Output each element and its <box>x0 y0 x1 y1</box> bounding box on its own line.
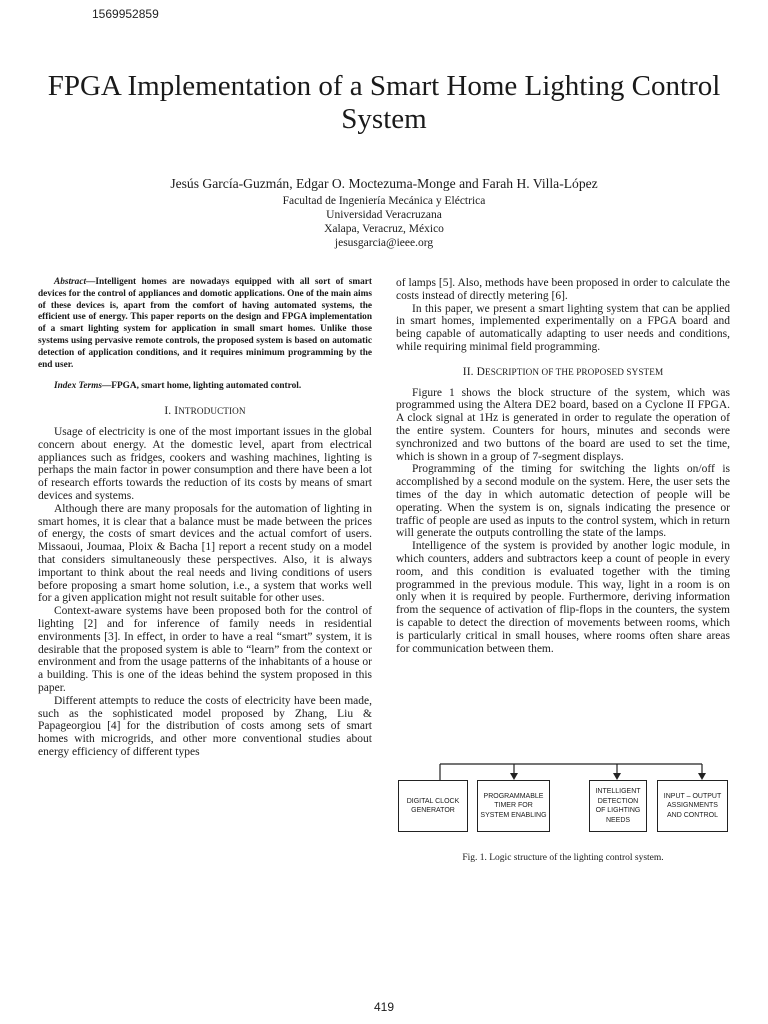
arrow-timer <box>510 773 518 780</box>
abstract-label: Abstract <box>54 277 87 287</box>
right-column <box>396 277 730 655</box>
arrow-io <box>698 773 706 780</box>
description-paragraph-1: Figure 1 shows the block structure of the system, which was programmed using the Altera DE2 board, based on a Cyclone II FPGA. A clock signal at 1Hz is generated in order to regulate the operation of the entire system. Counters for hours, minutes and seconds were synchronized and two buttons of the board are used to set the time, which is shown in a group of 7-segment displays. <box>396 386 730 463</box>
author-email: jesusgarcia@ieee.org <box>334 237 434 249</box>
description-paragraph-3: Intelligence of the system is provided by another logic module, in which counters, adders and subtractors keep a count of people in every room, and this condition is evaluated together with the timing programmed in the previous module. This way, light in a room is on only when it is required by people. Furthermore, deriving information from the sequence of activation of flip-flops in the counters, the system is capable to detect the direction of movements between rooms, which is particularly critical in small houses, where rooms often share areas for communication between them. <box>396 540 730 655</box>
block-io-assignments: INPUT – OUTPUT ASSIGNMENTS AND CONTROL <box>657 780 728 832</box>
block-programmable-timer: PROGRAMMABLE TIMER FOR SYSTEM ENABLING <box>477 780 550 832</box>
section-heading-description: II. DESCRIPTION OF THE PROPOSED SYSTEM <box>462 365 664 378</box>
intro-paragraph-1: Usage of electricity is one of the most important issues in the global concern about energy. At the domestic level, apart from electrical appliances such as fridges, cookers and washing machines, lighting is perhaps the main factor in power consumption and there have been a lot of research efforts towards the reduction of its costs by means of smart devices and systems. <box>38 425 372 502</box>
intro-paragraph-3: Context-aware systems have been proposed both for the control of lighting [2] and for inference of family needs in residential environments [3]. In effect, in order to have a real “smart” system, it is desirable that the proposed system is able to “learn” from the context or environment and from the usage patterns of the inhabitants of a house or a building. This is one of the ideas behind the system proposed in this paper. <box>38 605 372 694</box>
description-paragraph-2: Programming of the timing for switching the lights on/off is accomplished by a second module on the system. Here, the user sets the times of the day in which automatic detection of people will be operating. When the system is on, signals indicating the presence or traffic of people are used as inputs to the control system, which in return will generate the outputs controlling the state of the lamps. <box>396 463 730 540</box>
authors: Jesús García-Guzmán, Edgar O. Moctezuma-Monge and Farah H. Villa-López <box>170 176 598 191</box>
paper-title: FPGA Implementation of a Smart Home Lighting Control System <box>47 70 721 135</box>
affiliation-location: Xalapa, Veracruz, México <box>324 223 444 235</box>
index-terms-text: —FPGA, smart home, lighting automated control. <box>101 381 302 392</box>
figure-caption: Fig. 1. Logic structure of the lighting control system. <box>462 853 664 863</box>
left-column <box>38 277 372 759</box>
block-intelligent-detection: INTELLIGENT DETECTION OF LIGHTING NEEDS <box>589 780 647 832</box>
affiliation-university: Universidad Veracruzana <box>326 209 442 221</box>
intro-continuation: of lamps [5]. Also, methods have been proposed in order to calculate the costs instead of directly metering [6]. <box>396 277 730 302</box>
section-heading-introduction: I. INTRODUCTION <box>164 405 246 418</box>
affiliation-faculty: Facultad de Ingeniería Mecánica y Eléctrica <box>282 195 486 207</box>
abstract-text: —Intelligent homes are nowadays equipped with all sort of smart devices for the control of appliances and domotic applications. One of the main aims of these devices is, apart from the comfort of having automated systems, the efficient use of energy. This paper reports on the design and FPGA implementation of a smart lighting system for application in small smart homes. Unlike those systems using pervasive remote controls, the proposed system is based on automatic detection of application conditions, and it requires minimum programming by the end user. <box>38 277 372 370</box>
arrow-detection <box>613 773 621 780</box>
abstract <box>38 277 372 371</box>
intro-paragraph-2: Although there are many proposals for the automation of lighting in smart homes, it is clear that a balance must be made between the prices of energy, the costs of smart devices and the actual comfort of users. Missaoui, Joumaa, Ploix & Bacha [1] report a recent study on a model that considers simultaneously these perspectives. Also, it is always important to think about the real needs and living conditions of users before proposing a smart home solution, i.e., a system that works well for a given application might not result suitable for other uses. <box>38 502 372 605</box>
index-terms-label: Index Terms <box>54 381 102 392</box>
intro-paragraph-4: Different attempts to reduce the costs of electricity have been made, such as the sophisticated model proposed by Zhang, Liu & Papageorgiou [4] for the distribution of costs among sets of smart homes with microgrids, and other more conventional studies about energy efficiency of different types <box>38 694 372 758</box>
paper-id: 1569952859 <box>92 7 159 21</box>
block-digital-clock-generator: DIGITAL CLOCK GENERATOR <box>398 780 468 832</box>
index-terms <box>38 381 372 393</box>
intro-paragraph-5: In this paper, we present a smart lighting system that can be applied in smart homes, implemented experimentally on a FPGA board and being capable of automatically adapting to user needs and conditions, while requiring minimal field programming. <box>396 302 730 353</box>
page-number: 419 <box>373 1000 395 1014</box>
block-diagram <box>396 760 730 850</box>
